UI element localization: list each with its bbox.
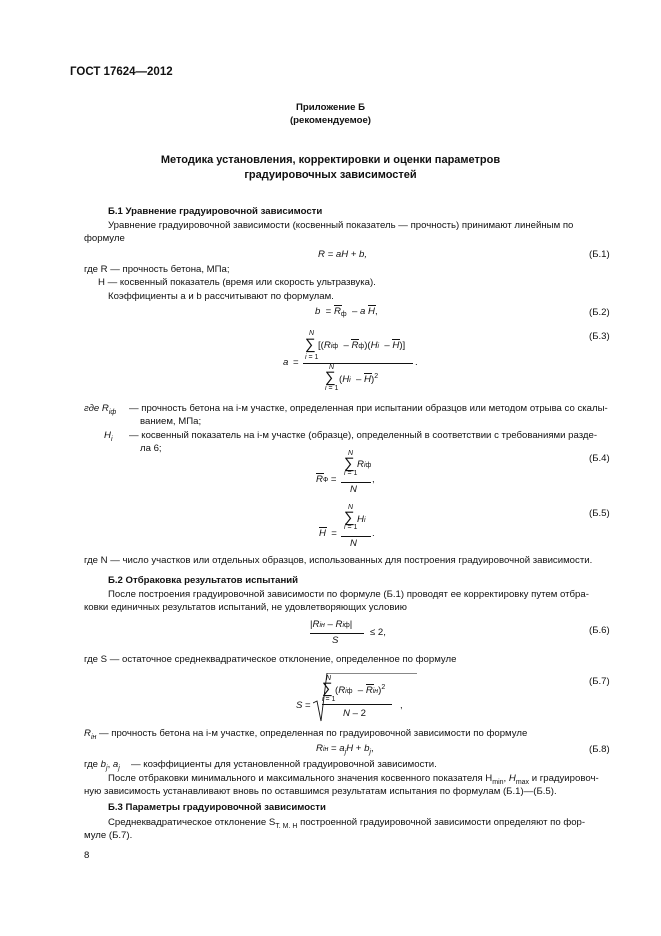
equation-b8: Riн = $a_jH + b_j$, xyxy=(316,743,374,756)
def-rif-letter: где R xyxy=(84,403,109,414)
b3-paragraph-line-1 xyxy=(108,816,585,833)
where-r: где R — прочность бетона, МПа; xyxy=(84,264,230,275)
b2-p2-max: max xyxy=(515,778,530,786)
equation-b6-number: (Б.6) xyxy=(589,625,610,636)
equation-b8-number: (Б.8) xyxy=(589,744,610,755)
def-rif-symbol xyxy=(84,402,116,419)
def-hi-symbol xyxy=(104,429,113,446)
b2-paragraph-2-line-2: ную зависимость устанавливают вновь по оставшимся результатам испытания по формулам (Б.1)—(Б.5). xyxy=(84,786,557,797)
b2-p2-min: min xyxy=(492,778,504,786)
equation-b4-number: (Б.4) xyxy=(589,453,610,464)
b3-p1-start: Среднеквадратическое отклонение S xyxy=(108,817,276,828)
coefficients-text: Коэффициенты a и b рассчитывают по формулам. xyxy=(108,291,334,302)
b1-paragraph-line-2: формуле xyxy=(84,233,125,244)
b3-p1-end: построенной градуировочной зависимости определяют по фор- xyxy=(300,817,586,828)
def-rif-line-1: — прочность бетона на i-м участке, определенная при испытании образцов или методом отрыва со скалы- xyxy=(129,403,608,414)
appendix-subtitle: (рекомендуемое) xyxy=(289,115,371,126)
def-hi-letter: H xyxy=(104,430,111,441)
heading-line-1: Методика установления, корректировки и оценки параметров xyxy=(160,154,501,166)
equation-b3: N ∑ i = 1 [(Riф – R ф)(Hi – H )] a = . N ∑ i = 1 (Hi – H )$^2$ xyxy=(283,330,418,392)
def-rif-line-2: ванием, МПа; xyxy=(140,416,202,427)
b2-paragraph-2-line-1: После отбраковки минимального и максимального значения косвенного показателя $H_{min}$, $H_{max}$ и градуировоч- xyxy=(108,773,599,786)
section-b3-title: Б.3 Параметры градуировочной зависимости xyxy=(108,802,326,813)
def-hi-line-1: — косвенный показатель на i-м участке (образце), определенный в соответствии с требованиями разде- xyxy=(129,430,598,441)
page-number: 8 xyxy=(84,850,90,861)
def-hi-sub: i xyxy=(110,435,113,443)
equation-b2-number: (Б.2) xyxy=(589,307,610,318)
b2-p2-text: После отбраковки минимального и максимального значения косвенного показателя H xyxy=(108,773,493,784)
section-b1-title: Б.1 Уравнение градуировочной зависимости xyxy=(108,206,323,217)
appendix-title: Приложение Б xyxy=(296,102,365,113)
def-n: где N — число участков или отдельных образцов, использованных для построения градуировочной зависимости. xyxy=(84,555,593,566)
def-bj-symbol: где $b_j$, $a_j$ xyxy=(84,759,120,772)
def-bj-line: — коэффициенты для установленной градуировочной зависимости. xyxy=(131,759,437,770)
section-b2-title: Б.2 Отбраковка результатов испытаний xyxy=(108,575,299,586)
def-rin-symbol: $R_{iн}$ xyxy=(84,728,97,741)
b3-p1-sub: Т. М. Н xyxy=(275,822,298,830)
def-rin-line: — прочность бетона на i-м участке, определенная по градуировочной зависимости по формуле xyxy=(99,728,528,739)
b1-paragraph-line-1: Уравнение градуировочной зависимости (косвенный показатель — прочность) принимают линейным по xyxy=(108,220,574,231)
equation-b2: b = R $_ф$ – a H , xyxy=(315,306,378,318)
equation-b5: N ∑ i = 1 Hi H = . N xyxy=(319,504,375,549)
b2-paragraph-line-2: ковки единичных результатов испытаний, не удовлетворяющих условию xyxy=(84,602,407,613)
equation-b6: |Riн – Riф| S ≤ 2, xyxy=(310,619,386,646)
def-rif-sub: iф xyxy=(108,408,117,416)
equation-b7-number: (Б.7) xyxy=(589,676,610,687)
heading-line-2: градуировочных зависимостей xyxy=(244,169,417,181)
def-hi-line-2: ла 6; xyxy=(140,443,162,454)
equation-b4: N ∑ i = 1 Riф R Ф = , N xyxy=(316,450,375,495)
where-h: H — косвенный показатель (время или скорость ультразвука). xyxy=(98,277,376,288)
equation-b5-number: (Б.5) xyxy=(589,508,610,519)
b2-paragraph-line-1: После построения градуировочной зависимости по формуле (Б.1) проводят ее корректировку путем отбра- xyxy=(108,589,589,600)
doc-code: ГОСТ 17624—2012 xyxy=(70,66,173,78)
equation-b1: R = aH + b, xyxy=(318,249,368,260)
equation-b1-number: (Б.1) xyxy=(589,249,610,260)
def-s: где S — остаточное среднеквадратическое отклонение, определенное по формуле xyxy=(84,654,457,665)
b2-p2-tail: и градуировоч- xyxy=(531,773,599,784)
b3-paragraph-line-2: муле (Б.7). xyxy=(84,830,133,841)
equation-b7: S = N ∑ i = 1 (Riф – R iн)$^2$ N – 2 , xyxy=(296,670,426,724)
equation-b3-number: (Б.3) xyxy=(589,331,610,342)
